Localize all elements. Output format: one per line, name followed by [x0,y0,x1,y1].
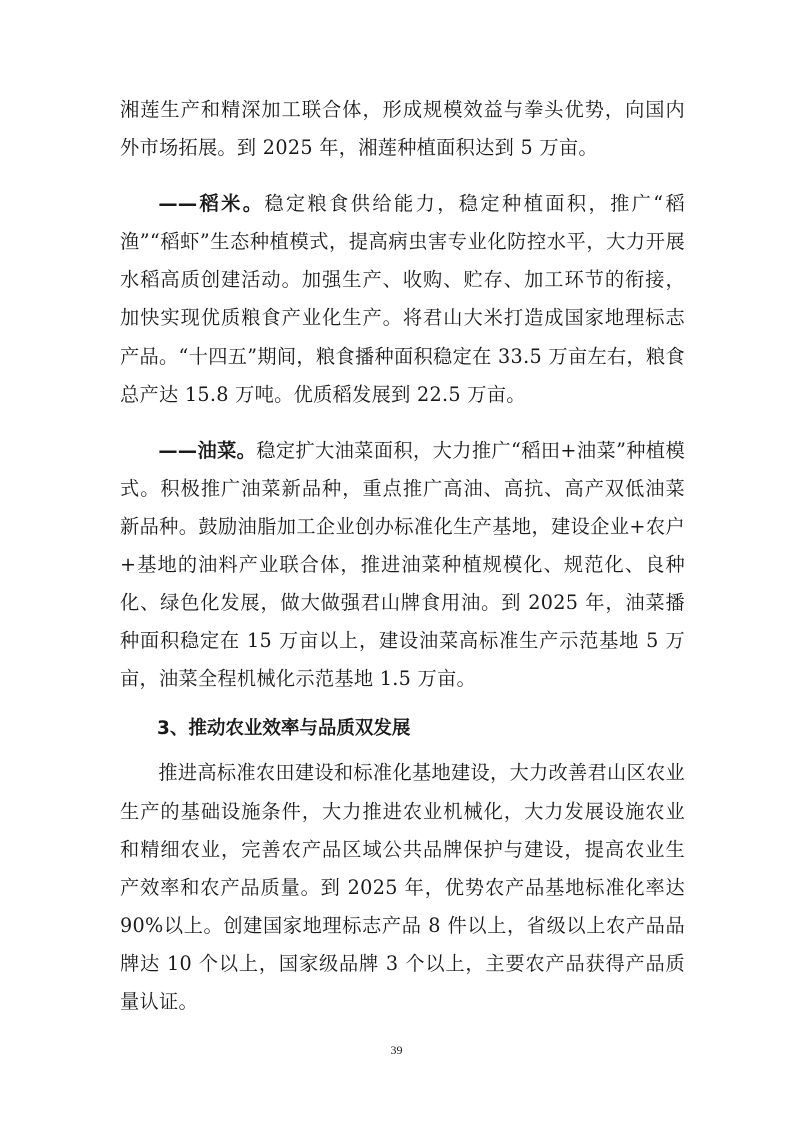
paragraph-lotus-continuation: 湘莲生产和精深加工联合体，形成规模效益与拳头优势，向国内外市场拓展。到 2025 年，湘莲种植面积达到 5 万亩。 [120,98,685,160]
rice-lead-heading: ——稻米。 [158,192,265,216]
rapeseed-body-text: 稳定扩大油菜面积，大力推广“稻田+油菜”种植模式。积极推广油菜新品种，重点推广高油、高抗、高产双低油菜新品种。鼓励油脂加工企业创办标准化生产基地，建设企业+农户+基地的油料产业联合体，推进油菜种植规模化、规范化、良种化、绿色化发展，做大做强君山牌食用油。到 2025 年，油菜播种面积稳定在 15 万亩以上，建设油菜高标准生产示范基地 5 万亩，油菜全程机械化示范基地 1.5 万亩。 [120,438,685,691]
section-3-body-text: 推进高标准农田建设和标准化基地建设，大力改善君山区农业生产的基础设施条件，大力推进农业机械化，大力发展设施农业和精细农业，完善农产品区域公共品牌保护与建设，提高农业生产效率和农产品质量。到 2025 年，优势农产品基地标准化率达 90%以上。创建国家地理标志产品 8 件以上，省级以上农产品品牌达 10 个以上，国家级品牌 3 个以上，主要农产品获得产品质量认证。 [120,761,685,1013]
page-number: 39 [390,1043,403,1057]
page-body [120,91,685,1021]
rapeseed-lead-heading: ——油菜。 [158,438,257,462]
rice-body-text: 稳定粮食供给能力，稳定种植面积，推广“稻渔”“稻虾”生态种植模式，提高病虫害专业化防控水平，大力开展水稻高质创建活动。加强生产、收购、贮存、加工环节的衔接，加快实现优质粮食产业化生产。将君山大米打造成国家地理标志产品。“十四五”期间，粮食播种面积稳定在 33.5 万亩左右，粮食总产达 15.8 万吨。优质稻发展到 22.5 万亩。 [120,192,686,406]
section-heading-3: 3、推动农业效率与品质双发展 [157,718,411,740]
paragraph-rapeseed [120,432,685,699]
paragraph-rice [120,185,685,414]
